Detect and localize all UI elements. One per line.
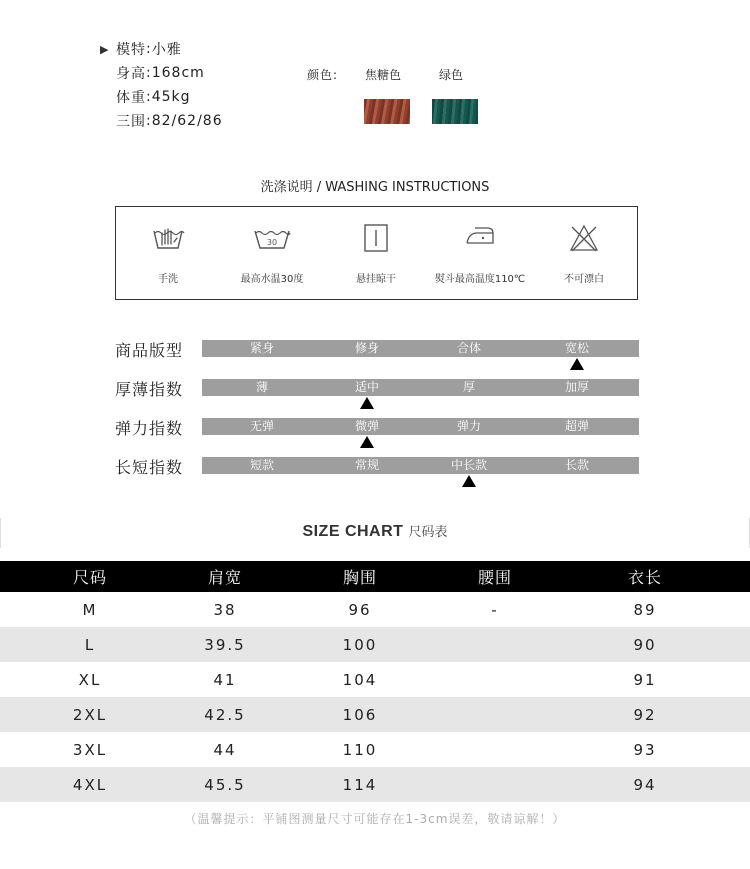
attr-label: 弹力指数 (115, 419, 184, 438)
cell (450, 697, 540, 732)
model-value: 45kg (151, 89, 191, 105)
no-bleach-icon (568, 223, 600, 253)
attr-option: 厚 (462, 380, 475, 394)
cell: XL (78, 670, 102, 689)
model-info (100, 37, 223, 133)
attr-option: 薄 (255, 380, 268, 394)
col-waist: 腰围 (450, 561, 540, 592)
attr-option: 常规 (354, 458, 379, 472)
wash-label: 手洗 (158, 274, 178, 285)
hand-wash-icon (151, 223, 185, 251)
table-row (0, 767, 750, 802)
size-chart-title-en: SIZE CHART (302, 523, 404, 540)
table-row (0, 592, 750, 627)
attr-label: 商品版型 (115, 341, 184, 360)
attr-option: 超弹 (564, 419, 589, 433)
cell (450, 732, 540, 767)
cell: 39.5 (180, 627, 270, 662)
cell: 100 (270, 627, 450, 662)
col-shoulder: 肩宽 (180, 561, 270, 592)
cell: 94 (540, 767, 750, 802)
cell: 2XL (0, 697, 180, 732)
wash-label: 不可漂白 (564, 274, 604, 285)
cell: 90 (540, 627, 750, 662)
size-chart-title (0, 521, 750, 541)
table-header-row (0, 561, 750, 592)
attr-option: 适中 (354, 380, 379, 394)
attr-bar (202, 457, 639, 474)
attr-length (115, 456, 640, 476)
attr-option: 宽松 (564, 341, 589, 355)
cell: 89 (633, 600, 657, 619)
color-name-green[interactable]: 绿色 (439, 68, 464, 82)
attr-elasticity (115, 417, 640, 437)
wash-label: 最高水温30度 (240, 274, 304, 285)
attr-bar (202, 379, 639, 396)
attr-bar (202, 340, 639, 357)
wash-label: 悬挂晾干 (356, 274, 396, 285)
attr-option: 中长款 (450, 458, 487, 472)
wash-label: 熨斗最高温度110℃ (434, 274, 526, 285)
washing-box (115, 206, 638, 300)
attr-bar (202, 418, 639, 435)
cell: 104 (342, 670, 378, 689)
attr-option: 合体 (456, 341, 481, 355)
attr-option: 加厚 (564, 380, 589, 394)
cell: 3XL (72, 740, 108, 759)
wash-item-hand (116, 207, 220, 299)
size-chart-title-zh: 尺码表 (408, 525, 448, 540)
col-length: 衣长 (540, 561, 750, 592)
cell: 92 (540, 697, 750, 732)
attr-label: 厚薄指数 (115, 380, 184, 399)
model-row: 身高 : 168cm (116, 65, 205, 82)
cell: - (491, 600, 499, 619)
size-table (0, 561, 750, 802)
col-chest: 胸围 (270, 561, 450, 592)
model-value: 小雅 (151, 42, 182, 58)
model-label: 模特 (116, 42, 146, 58)
wash-item-bleach (532, 207, 636, 299)
attr-option: 短款 (249, 458, 274, 472)
model-label: 体重 (116, 90, 146, 106)
attr-option: 长款 (564, 458, 589, 472)
cell: 110 (342, 740, 378, 759)
attr-thickness (115, 378, 640, 398)
model-label: 身高 (116, 66, 146, 82)
wash-item-hang (324, 207, 428, 299)
attr-fit (115, 339, 640, 359)
arrow-icon: ▶ (100, 42, 110, 56)
cell (450, 767, 540, 802)
cell: 106 (270, 697, 450, 732)
cell: 4XL (0, 767, 180, 802)
cell: 91 (633, 670, 657, 689)
table-row (0, 627, 750, 662)
cell: 114 (270, 767, 450, 802)
selected-marker-icon (360, 397, 374, 409)
attr-option: 无弹 (249, 419, 274, 433)
attr-option: 微弹 (354, 419, 379, 433)
cell: 38 (213, 600, 237, 619)
wash-30-icon (252, 223, 292, 251)
attr-option: 弹力 (456, 419, 481, 433)
color-swatch-caramel[interactable] (364, 99, 410, 124)
selected-marker-icon (360, 436, 374, 448)
table-row (0, 662, 750, 697)
svg-text:30: 30 (266, 238, 278, 247)
selected-marker-icon (570, 358, 584, 370)
model-label: 三围 (116, 114, 146, 130)
selected-marker-icon (462, 475, 476, 487)
model-row: ▶ 模特 : 小雅 (100, 41, 182, 58)
cell: 93 (633, 740, 657, 759)
attr-option: 修身 (354, 341, 379, 355)
cell (450, 662, 540, 697)
table-row (0, 732, 750, 767)
cell: 45.5 (180, 767, 270, 802)
wash-item-30 (220, 207, 324, 299)
model-value: 82/62/86 (151, 113, 223, 129)
iron-icon (463, 223, 497, 247)
wash-item-iron (428, 207, 532, 299)
cell: 44 (213, 740, 237, 759)
model-row: 三围 : 82/62/86 (116, 113, 223, 130)
attr-option: 紧身 (249, 341, 274, 355)
cell (450, 627, 540, 662)
col-size: 尺码 (0, 561, 180, 592)
washing-title: 洗涤说明 / WASHING INSTRUCTIONS (260, 180, 490, 195)
cell: 42.5 (180, 697, 270, 732)
model-row: 体重 : 45kg (116, 89, 191, 106)
model-value: 168cm (151, 65, 205, 81)
color-label: 颜色: (307, 68, 339, 82)
cell: 96 (348, 600, 372, 619)
cell: M (82, 600, 98, 619)
table-row (0, 697, 750, 732)
cell: 41 (213, 670, 237, 689)
measurement-note: （温馨提示：平铺图测量尺寸可能存在1-3cm误差，敬请谅解！） (184, 812, 566, 826)
attr-label: 长短指数 (115, 458, 184, 477)
color-name-caramel[interactable]: 焦糖色 (365, 68, 402, 82)
cell: L (0, 627, 180, 662)
hang-dry-icon (363, 223, 389, 253)
color-swatch-green[interactable] (432, 99, 478, 124)
